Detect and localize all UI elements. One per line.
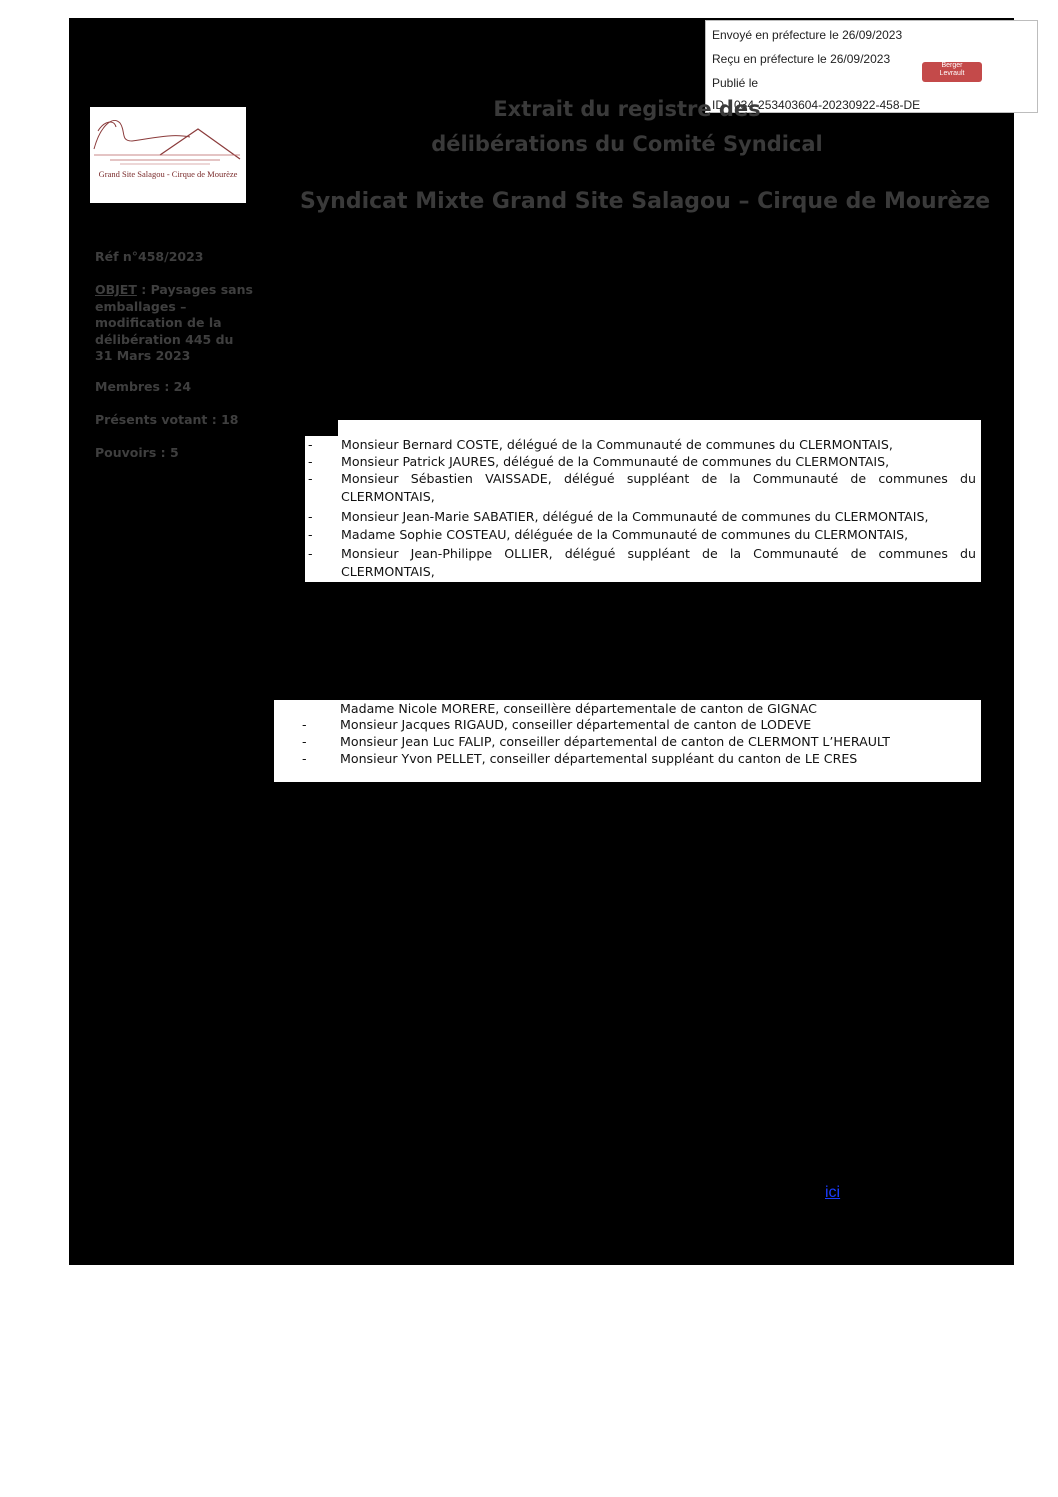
grand-site-logo	[90, 107, 246, 203]
objet-block	[95, 282, 255, 365]
reference-number: Réf n°458/2023	[95, 249, 204, 264]
objet-label: OBJET	[95, 282, 137, 297]
stamp-id: ID : 034-253403604-20230922-458-DE	[712, 98, 921, 112]
stamp-envoye: Envoyé en préfecture le 26/09/2023	[712, 28, 903, 42]
berger-levrault-logo: Berger Levrault	[922, 62, 982, 82]
presents-count: Présents votant : 18	[95, 412, 239, 427]
ici-link[interactable]: ici	[825, 1184, 841, 1201]
page-title-line2: délibérations du Comité Syndical	[431, 132, 823, 156]
departmental-councillors-list: Madame Nicole MORERE, conseillère départementale de canton de GIGNAC - Monsieur Jacques RIGAUD, conseiller départemental de canton de LODEVE - Monsieur Jean Luc FALIP, conseiller départemental de canton de CLERMONT L’HERAULT - Monsieur Yvon PELLET, conseiller départemental suppléant du canton de LE CRES	[274, 700, 981, 782]
page-subtitle: Syndicat Mixte Grand Site Salagou – Cirque de Mourèze	[300, 189, 991, 214]
stamp-recu: Reçu en préfecture le 26/09/2023	[712, 52, 891, 66]
delegates-list: - Monsieur Bernard COSTE, délégué de la Communauté de communes du CLERMONTAIS, - Monsieur Patrick JAURES, délégué de la Communauté de communes du CLERMONTAIS, - Monsieur Sébastien VAISSADE, délégué suppléant de la Communauté de communes du CLERMONTAIS, - Monsieur Jean-Marie SABATIER, délégué de la Communauté de communes du CLERMONTAIS, - Madame Sophie COSTEAU, déléguée de la Communauté de communes du CLERMONTAIS, - Monsieur Jean-Philippe OLLIER, délégué suppléant de la Communauté de communes du CLERMONTAIS,	[305, 436, 981, 582]
landscape-sketch-icon	[90, 107, 246, 203]
objet-text: : Paysages sans emballages – modification de la délibération 445 du 31 Mars 2023	[95, 282, 253, 363]
panel-top-strip	[338, 420, 981, 437]
pouvoirs-count: Pouvoirs : 5	[95, 445, 179, 460]
panel-notch	[305, 420, 338, 437]
stamp-publie: Publié le	[712, 76, 759, 90]
logo-caption: Grand Site Salagou - Cirque de Mourèze	[98, 169, 238, 179]
page-title-line1: Extrait du registre des	[493, 97, 761, 121]
membres-count: Membres : 24	[95, 379, 192, 394]
